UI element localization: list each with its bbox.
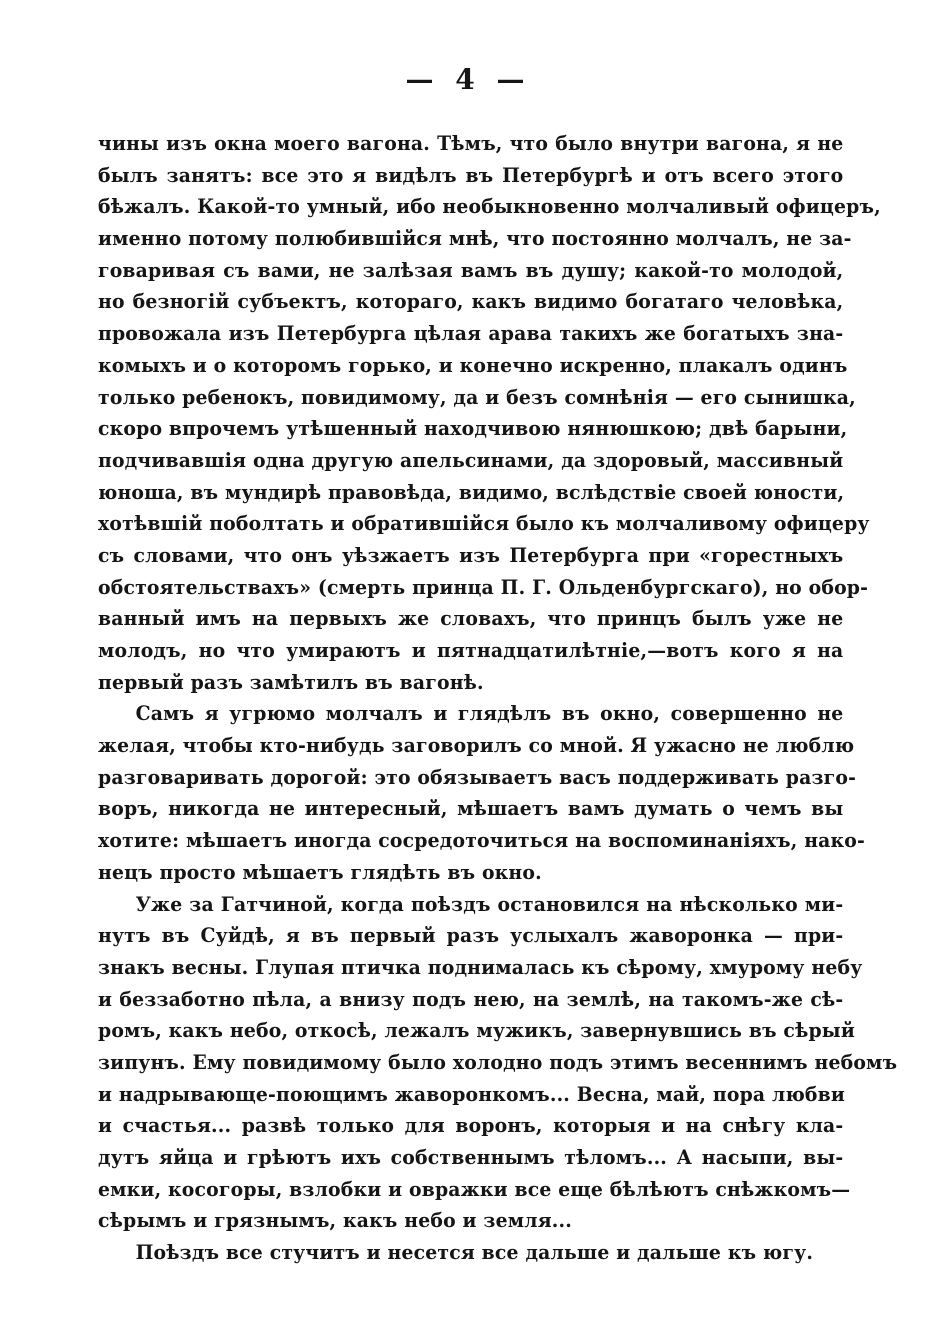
text-line: первый разъ замѣтилъ въ вагонѣ. — [98, 669, 484, 694]
text-line: только ребенокъ, повидимому, да и безъ сомнѣнія — его сынишка, — [98, 384, 856, 409]
text-line: чины изъ окна моего вагона. Тѣмъ, что было внутри вагона, я не — [98, 131, 844, 155]
text-line: воръ, никогда не интересный, мѣшаетъ вамъ думать о чемъ вы — [98, 796, 844, 821]
paragraph — [98, 1237, 844, 1269]
text-line: Поѣздъ все стучитъ и несется все дальше и дальше къ югу. — [135, 1240, 814, 1265]
text-line: именно потому полюбившійся мнѣ, что постоянно молчалъ, не за- — [98, 226, 852, 251]
text-line: подчивавшія одна другую апельсинами, да здоровый, массивный — [98, 447, 844, 472]
paragraph — [98, 889, 898, 1238]
text-line: провожала изъ Петербурга цѣлая арава такихъ же богатыхъ зна- — [98, 321, 844, 346]
text-line: нецъ просто мѣшаетъ глядѣть въ окно. — [98, 859, 542, 884]
text-line: и счастья... развѣ только для воронъ, которыя и на снѣгу кла- — [98, 1113, 844, 1138]
text-line: скоро впрочемъ утѣшенный находчивою нянюшкою; двѣ барыни, — [98, 416, 848, 441]
text-line: комыхъ и о которомъ горько, и конечно искренно, плакалъ одинъ — [98, 352, 848, 377]
text-line: разговаривать дорогой: это обязываетъ васъ поддерживать разго- — [98, 764, 857, 789]
text-line: желая, чтобы кто-нибудь заговорилъ со мной. Я ужасно не люблю — [98, 733, 855, 758]
text-line: и надрывающе-поющимъ жаворонкомъ... Весна, май, пора любви — [98, 1081, 846, 1106]
body-text — [98, 128, 898, 1269]
text-line: говаривая съ вами, не залѣзая вамъ въ душу; какой-то молодой, — [98, 257, 844, 282]
text-line: бѣжалъ. Какой-то умный, ибо необыкновенно молчаливый офицеръ, — [98, 194, 881, 219]
text-line: ромъ, какъ небо, откосѣ, лежалъ мужикъ, завернувшись въ сѣрый — [98, 1018, 855, 1043]
page-number: — 4 — — [405, 63, 531, 96]
text-line: молодъ, но что умираютъ и пятнадцатилѣтніе,—вотъ кого я на — [98, 638, 844, 662]
text-line: нутъ въ Суйдѣ, я въ первый разъ услыхалъ жаворонка — при- — [98, 923, 844, 948]
text-line: и беззаботно пѣла, а внизу подъ нею, на землѣ, на такомъ-же сѣ- — [98, 986, 844, 1011]
text-line: хотѣвшій поболтать и обратившійся было къ молчаливому офицеру — [98, 511, 870, 536]
text-line: Уже за Гатчиной, когда поѣздъ остановился на нѣсколько ми- — [135, 891, 844, 916]
text-line: ванный имъ на первыхъ же словахъ, что принцъ былъ уже не — [98, 606, 844, 631]
text-line: дутъ яйца и грѣютъ ихъ собственнымъ тѣломъ... А насыпи, вы- — [98, 1145, 844, 1169]
paragraph — [98, 698, 866, 888]
text-line: съ словами, что онъ уѣзжаетъ изъ Петербурга при «горестныхъ — [98, 542, 844, 567]
text-line: сѣрымъ и грязнымъ, какъ небо и земля... — [98, 1208, 572, 1233]
text-line: знакъ весны. Глупая птичка поднималась къ сѣрому, хмурому небу — [98, 954, 863, 979]
text-line: хотите: мѣшаетъ иногда сосредоточиться на воспоминаніяхъ, нако- — [98, 828, 866, 853]
text-line: Самъ я угрюмо молчалъ и глядѣлъ въ окно, совершенно не — [135, 701, 844, 726]
text-line: емки, косогоры, взлобки и овражки все еще бѣлѣютъ снѣжкомъ— — [98, 1176, 851, 1201]
text-line: но безногій субъектъ, котораго, какъ видимо богатаго человѣка, — [98, 289, 844, 314]
text-line: юноша, въ мундирѣ правовѣда, видимо, вслѣдствіе своей юности, — [98, 479, 845, 504]
text-line: былъ занятъ: все это я видѣлъ въ Петербургѣ и отъ всего этого — [98, 162, 844, 187]
paragraph — [98, 128, 881, 698]
text-line: зипунъ. Ему повидимому было холодно подъ этимъ весеннимъ небомъ — [98, 1049, 898, 1074]
text-line: обстоятельствахъ» (смерть принца П. Г. Ольденбургскаго), но обор- — [98, 574, 869, 599]
